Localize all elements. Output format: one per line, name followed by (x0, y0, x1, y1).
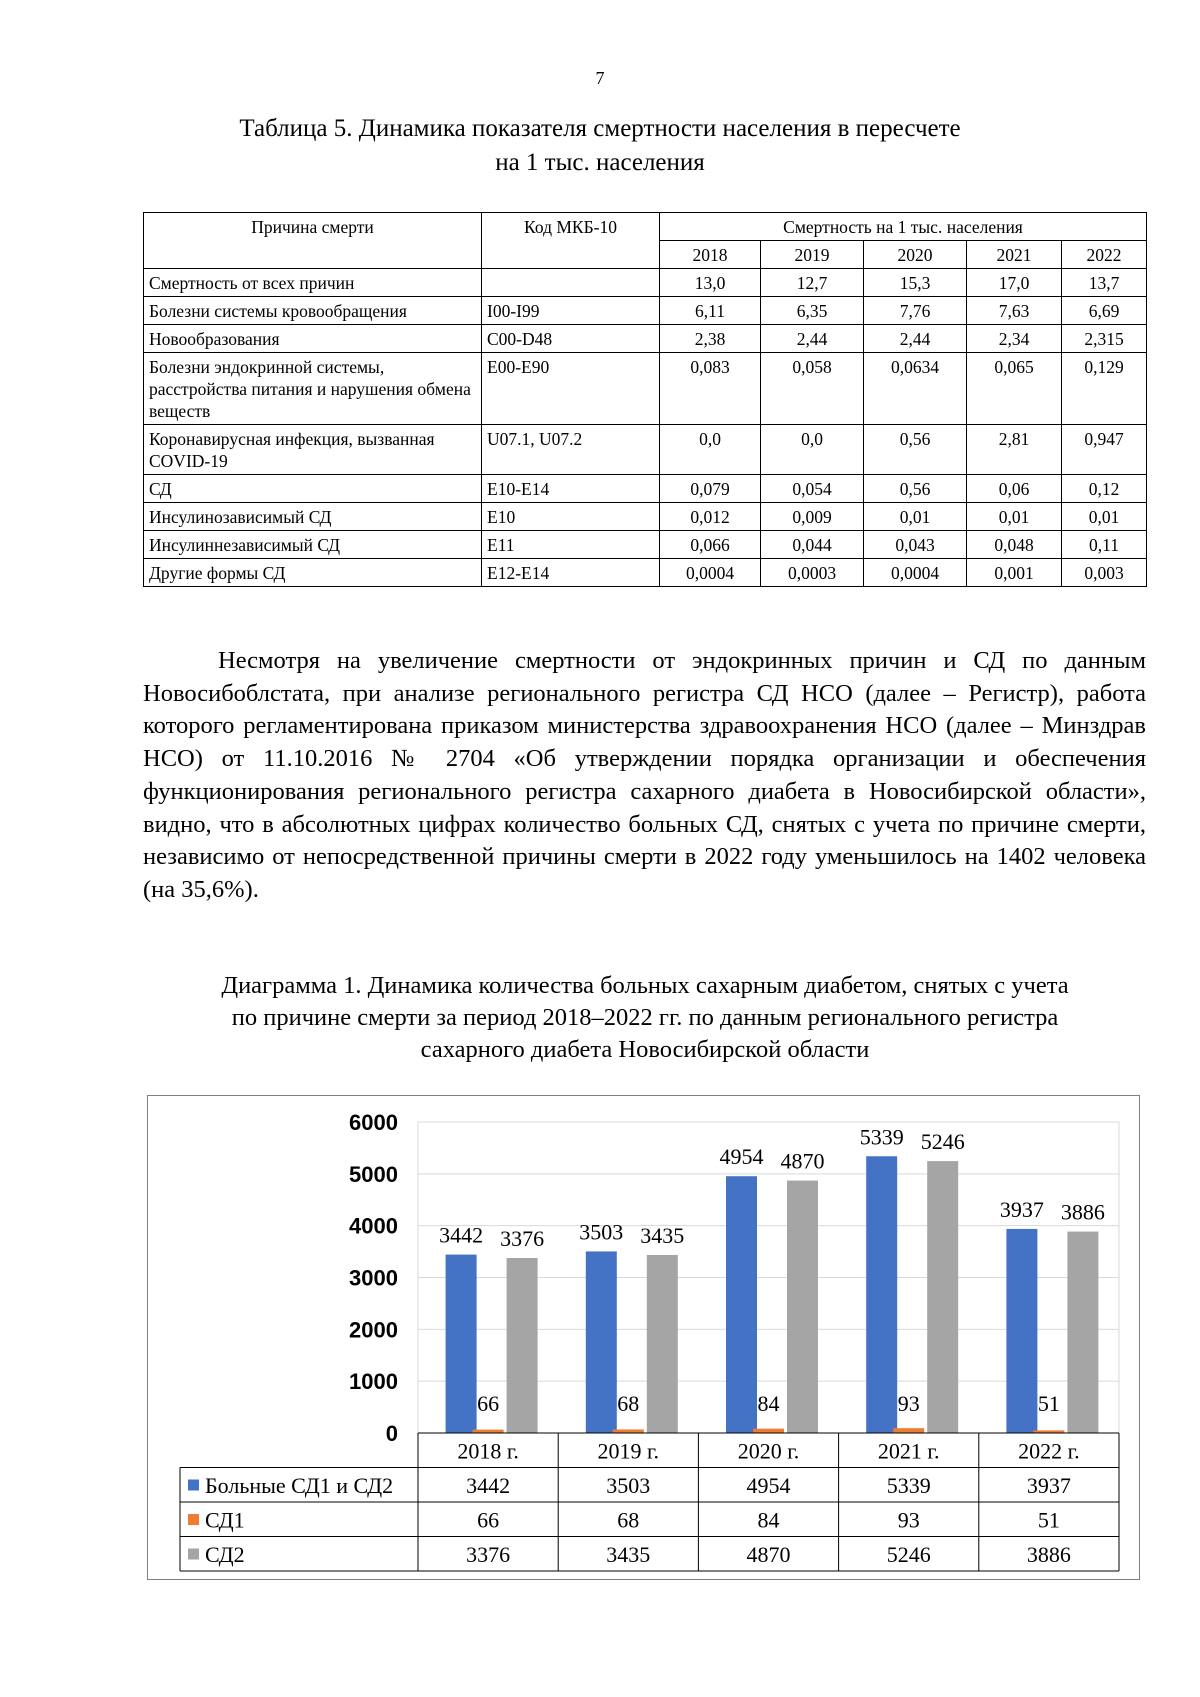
table-value: 3937 (1026, 1473, 1071, 1498)
legend-label: СД1 (205, 1507, 245, 1533)
data-label: 3503 (579, 1219, 624, 1245)
cell-value: 0,066 (660, 531, 761, 559)
cell-value: 13,7 (1062, 269, 1147, 297)
data-label: 93 (897, 1391, 920, 1416)
cell-code: U07.1, U07.2 (482, 425, 660, 475)
table-value: 5339 (886, 1473, 931, 1498)
cell-cause: Смертность от всех причин (144, 269, 482, 297)
cell-value: 0,083 (660, 353, 761, 425)
cell-cause: Другие формы СД (144, 559, 482, 587)
cell-value: 0,947 (1062, 425, 1147, 475)
cell-value: 0,012 (660, 503, 761, 531)
paragraph-text: Несмотря на увеличение смертности от эндокринных причин и СД по данным Новосибоблстата, при анализе регионального регистра СД НСО (далее – Регистр), работа которого регламентирована приказом министерства здравоохранения НСО (далее – Минздрав НСО) от 11.10.2016 № 2704 «Об утверждении порядка организации и обеспечения функционирования регионального регистра сахарного диабета в Новосибирской области», видно, что в абсолютных цифрах количество больных СД, снятых с учета по причине смерти, независимо от непосредственной причины смерти в 2022 году уменьшилось на 1402 человека (на 35,6%). (143, 647, 1146, 903)
cell-code: E00-E90 (482, 353, 660, 425)
header-year: 2018 (660, 241, 761, 269)
bar (613, 1429, 644, 1433)
cell-cause: Коронавирусная инфекция, вызванная COVID-19 (144, 425, 482, 475)
header-code: Код МКБ-10 (482, 213, 660, 269)
bar (586, 1251, 617, 1433)
cell-value: 0,079 (660, 475, 761, 503)
cell-value: 12,7 (761, 269, 864, 297)
cell-value: 0,048 (967, 531, 1062, 559)
cell-value: 0,01 (1062, 503, 1147, 531)
cell-value: 0,009 (761, 503, 864, 531)
legend-swatch (188, 1549, 199, 1560)
table-value: 3435 (606, 1542, 651, 1567)
cell-value: 0,56 (864, 425, 967, 475)
legend-swatch (188, 1514, 199, 1525)
bar (507, 1258, 538, 1433)
cell-value: 0,065 (967, 353, 1062, 425)
cell-cause: Инсулиннезависимый СД (144, 531, 482, 559)
cell-value: 0,003 (1062, 559, 1147, 587)
page-number: 7 (595, 68, 605, 88)
data-label: 3937 (999, 1196, 1044, 1222)
y-tick-label: 6000 (349, 1110, 398, 1135)
cell-value: 6,35 (761, 297, 864, 325)
bar (473, 1430, 504, 1433)
y-tick-label: 2000 (349, 1317, 398, 1343)
bar (647, 1255, 678, 1433)
table-value: 93 (897, 1507, 920, 1533)
table-value: 3886 (1026, 1542, 1071, 1567)
header-mortality: Смертность на 1 тыс. населения (660, 213, 1147, 241)
data-label: 3442 (439, 1222, 484, 1248)
bar (893, 1428, 924, 1433)
data-label: 4954 (719, 1144, 764, 1170)
chart-title-line-3: сахарного диабета Новосибирской области (420, 1036, 870, 1063)
cell-code: E11 (482, 531, 660, 559)
legend-label: Больные СД1 и СД2 (205, 1473, 394, 1498)
y-tick-label: 1000 (349, 1369, 398, 1395)
bar (446, 1255, 477, 1433)
data-label: 84 (757, 1391, 780, 1416)
cell-value: 0,0634 (864, 353, 967, 425)
cell-cause: Новообразования (144, 325, 482, 353)
data-label: 5339 (859, 1124, 904, 1150)
cell-value: 0,01 (967, 503, 1062, 531)
header-year: 2020 (864, 241, 967, 269)
y-tick-label: 0 (385, 1421, 398, 1446)
data-label: 3435 (640, 1222, 685, 1248)
cell-value: 7,76 (864, 297, 967, 325)
cell-code: E10 (482, 503, 660, 531)
y-tick-label: 5000 (349, 1161, 398, 1187)
cell-cause: СД (144, 475, 482, 503)
cell-value: 0,11 (1062, 531, 1147, 559)
cell-value: 0,129 (1062, 353, 1147, 425)
cell-value: 0,0004 (660, 559, 761, 587)
cell-value: 7,63 (967, 297, 1062, 325)
cell-value: 6,11 (660, 297, 761, 325)
table-title-line-2: на 1 тыс. населения (495, 149, 705, 176)
cell-value: 0,0004 (864, 559, 967, 587)
cell-value: 0,12 (1062, 475, 1147, 503)
chart-title-line-1: Диаграмма 1. Динамика количества больных сахарным диабетом, снятых с учета (221, 972, 1069, 999)
cell-value: 0,56 (864, 475, 967, 503)
cell-value: 0,054 (761, 475, 864, 503)
data-label: 68 (617, 1391, 640, 1416)
cell-value: 2,44 (864, 325, 967, 353)
bar (866, 1156, 897, 1433)
table-value: 5246 (886, 1542, 931, 1567)
x-category-label: 2018 г. (457, 1438, 519, 1464)
cell-value: 0,06 (967, 475, 1062, 503)
cell-value: 2,34 (967, 325, 1062, 353)
cell-value: 0,0 (761, 425, 864, 475)
data-label: 51 (1037, 1391, 1060, 1416)
cell-value: 0,0 (660, 425, 761, 475)
chart-title-line-2: по причине смерти за период 2018–2022 гг. по данным регионального регистра (231, 1004, 1059, 1031)
x-category-label: 2019 г. (597, 1438, 660, 1464)
table-value: 3442 (466, 1473, 511, 1498)
x-category-label: 2021 г. (877, 1438, 940, 1464)
bar (927, 1161, 958, 1433)
cell-cause: Болезни эндокринной системы, расстройства питания и нарушения обмена веществ (144, 353, 482, 425)
table-value: 4870 (746, 1542, 791, 1567)
cell-code: E12-E14 (482, 559, 660, 587)
data-label: 5246 (920, 1129, 965, 1155)
cell-value: 2,38 (660, 325, 761, 353)
header-year: 2022 (1062, 241, 1147, 269)
cell-value: 17,0 (967, 269, 1062, 297)
x-category-label: 2022 г. (1018, 1438, 1080, 1464)
cell-cause: Болезни системы кровообращения (144, 297, 482, 325)
table-value: 4954 (746, 1473, 791, 1498)
bar (753, 1429, 784, 1433)
legend-label: СД2 (205, 1542, 245, 1567)
header-year: 2021 (967, 241, 1062, 269)
data-label: 3376 (500, 1226, 545, 1252)
y-tick-label: 3000 (349, 1265, 398, 1291)
table-value: 3503 (606, 1473, 651, 1498)
cell-value: 2,44 (761, 325, 864, 353)
table-value: 51 (1037, 1507, 1060, 1533)
data-label: 4870 (780, 1148, 825, 1174)
cell-value: 0,043 (864, 531, 967, 559)
data-label: 66 (477, 1391, 500, 1416)
cell-code: C00-D48 (482, 325, 660, 353)
table-value: 68 (617, 1507, 640, 1533)
table-value: 3376 (466, 1542, 511, 1567)
bar (726, 1176, 757, 1433)
x-category-label: 2020 г. (737, 1438, 800, 1464)
table-value: 84 (757, 1507, 780, 1533)
cell-value: 0,058 (761, 353, 864, 425)
cell-value: 6,69 (1062, 297, 1147, 325)
cell-value: 0,044 (761, 531, 864, 559)
bar (787, 1181, 818, 1433)
header-year: 2019 (761, 241, 864, 269)
cell-value: 2,315 (1062, 325, 1147, 353)
cell-value: 0,0003 (761, 559, 864, 587)
bar (1067, 1232, 1098, 1433)
cell-value: 0,001 (967, 559, 1062, 587)
table-title-line-1: Таблица 5. Динамика показателя смертности населения в пересчете (239, 115, 961, 142)
cell-value: 15,3 (864, 269, 967, 297)
cell-value: 2,81 (967, 425, 1062, 475)
header-cause: Причина смерти (144, 213, 482, 269)
y-tick-label: 4000 (349, 1213, 398, 1239)
data-label: 3886 (1060, 1199, 1105, 1225)
legend-swatch (188, 1480, 199, 1491)
bar (1006, 1229, 1037, 1433)
cell-value: 13,0 (660, 269, 761, 297)
cell-cause: Инсулинозависимый СД (144, 503, 482, 531)
cell-value: 0,01 (864, 503, 967, 531)
cell-code: I00-I99 (482, 297, 660, 325)
table-value: 66 (477, 1507, 500, 1533)
cell-code: E10-E14 (482, 475, 660, 503)
